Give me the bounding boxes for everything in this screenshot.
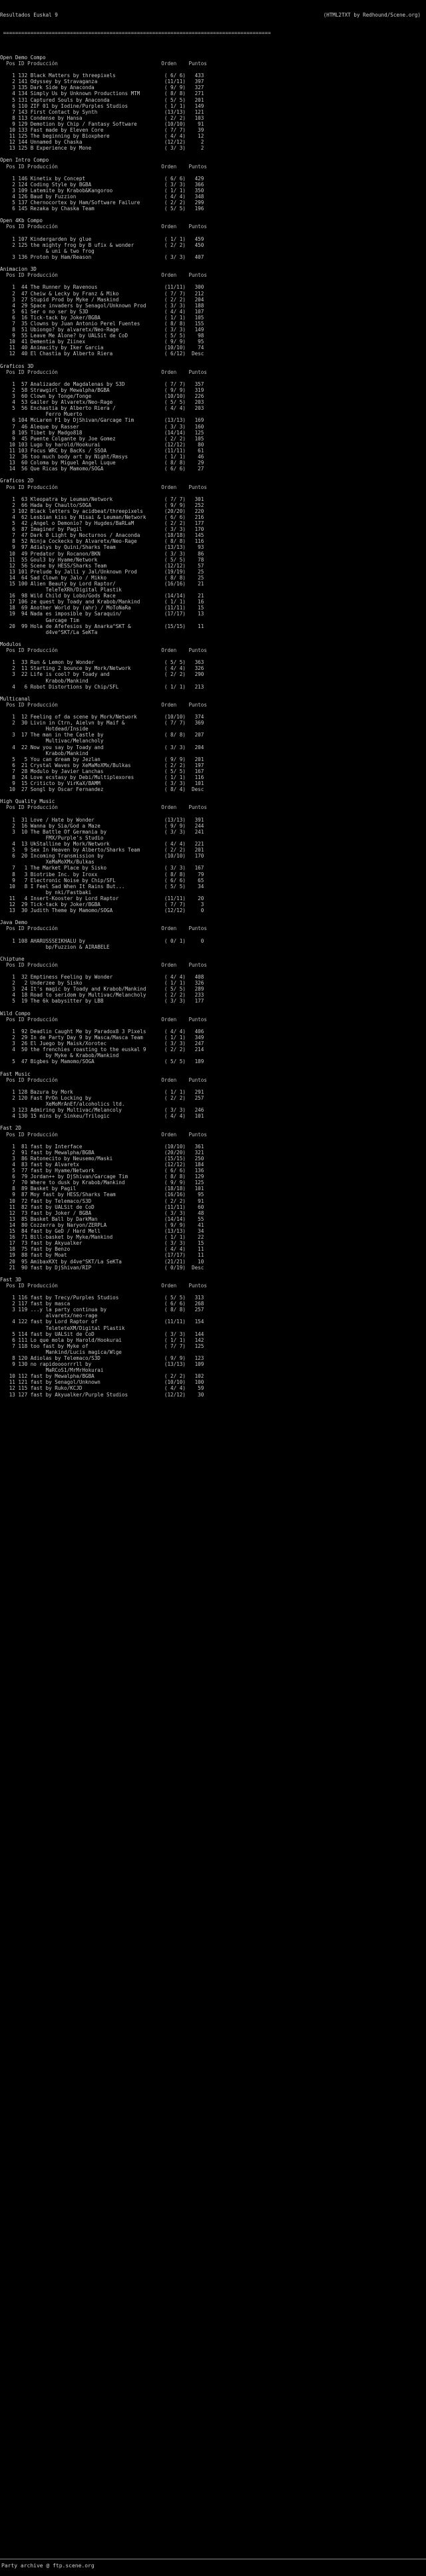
table-row: 4 126 Baud by Fuzzion ( 4/ 4) 348 [0, 194, 204, 200]
column-headers: Pos ID Producción Orden Puntos [0, 647, 207, 654]
table-row: 13 125 B Experience by Mone ( 3/ 3) 2 [0, 145, 204, 152]
spacer [0, 212, 426, 218]
entry-continuation: bp/Fuzzion & AIRABELE [0, 943, 110, 950]
table-row: 12 73 fast by Joker / BGBA ( 3/ 3) 48 [0, 1209, 204, 1216]
table-row: 6 145 Rezaka by Chaska Team ( 5/ 5) 196 [0, 206, 204, 212]
entry-continuation: & uni & two frog [0, 247, 95, 254]
table-row: 4 130 15 mins by Sinkeu/Trilogic ( 4/ 4) 101 [0, 1113, 204, 1120]
spacer [0, 708, 426, 714]
table-row: 11 4 Insert-Kooster by Lord Raptor (11/11) 20 [0, 895, 204, 901]
table-row: 5 61 Ser o no ser by S3D ( 4/ 4) 107 [0, 308, 204, 315]
table-row: 4 134 Simply Us by Unknown Productions MTM ( 8/ 8) 271 [0, 90, 204, 97]
table-row: 8 120 Adiolas by Telemaco/S3D ( 9/ 9) 123 [0, 1355, 204, 1361]
table-row: 12 40 El Chastia by Alberto Riera ( 6/12) Desc [0, 351, 204, 357]
spacer [0, 792, 426, 798]
column-headers: Pos ID Producción Orden Puntos [0, 961, 207, 968]
table-row: 10 27 Songl by Oscar Fernandez ( 8/ 4) Desc [0, 786, 204, 793]
spacer [0, 375, 426, 381]
table-row: 2 125 the mighty frog by B ufix & wonder ( 2/ 2) 450 [0, 242, 204, 248]
table-row: 1 92 Deadlin Caught Me by Paradox8 3 Pixels ( 4/ 4) 406 [0, 1028, 204, 1035]
section-title: Chiptune [0, 955, 25, 962]
table-row: 3 24 It's magic by Toady and Krabob/Mankind ( 5/ 5) 289 [0, 986, 204, 993]
spacer [0, 472, 426, 478]
section-title: Animacion 3D [0, 266, 37, 273]
entry-continuation: Krabob/Mankind [0, 677, 89, 684]
column-headers: Pos ID Producción Orden Puntos [0, 1016, 207, 1023]
spacer [0, 968, 426, 974]
table-row: 13 101 Prelude by Jalli y Jal/Unknown Prod (19/19) 25 [0, 568, 204, 575]
table-row: 1 44 The Runner by Ravenous (11/11) 300 [0, 284, 204, 291]
entry-continuation: TeleteteXM/Digital Plastik [0, 1325, 125, 1331]
spacer [0, 1083, 426, 1089]
table-row: 10 103 Lugo by harold/Hookurai (12/12) 80 [0, 441, 204, 448]
document-title: Resultados Euskal 9 [0, 12, 58, 19]
table-row: 1 128 Bazura by Mork ( 1/ 1) 291 [0, 1088, 204, 1095]
table-row: 5 137 Chernocortex by Ham/Software Failure ( 2/ 2) 299 [0, 200, 204, 206]
spacer [0, 1005, 426, 1011]
header-rule: ======================================================================================== [0, 30, 271, 37]
section-title: Multicanal [0, 695, 31, 702]
table-row: 5 131 Captured Souls by Anaconda ( 5/ 5) 201 [0, 96, 204, 103]
table-row: 5 5 You can dream by Jezlan ( 9/ 9) 201 [0, 756, 204, 762]
entry-continuation: Mankind/Lucis magica/Wlge [0, 1349, 122, 1355]
section-title: Wild Compo [0, 1010, 31, 1017]
table-row: 10 8 I Feel Sad When It Rains But... ( 5/ 5) 34 [0, 883, 204, 889]
table-row: 10 133 Fast made by Eleven Core ( 7/ 7) 39 [0, 126, 204, 133]
table-row: 4 122 fast by Lord Raptor of (11/11) 154 [0, 1319, 204, 1325]
spacer [0, 1119, 426, 1125]
table-row: 8 3 Biotribe Inc. by Iroxx ( 8/ 8) 79 [0, 871, 204, 878]
table-row: 9 97 Adialys by Quini/Sharks Team (13/13) 93 [0, 544, 204, 551]
table-row: 16 71 Bill-basket by Myke/Mankind ( 1/ 1) 22 [0, 1234, 204, 1241]
column-headers: Pos ID Producción Orden Puntos [0, 484, 207, 490]
table-row: 2 124 Coding Style by BGBA ( 3/ 3) 366 [0, 181, 204, 188]
column-headers: Pos ID Producción Orden Puntos [0, 804, 207, 811]
table-row: 6 16 Tick-tack by Joker/BGBA ( 1/ 1) 105 [0, 314, 204, 321]
table-row: 11 55 Goul3 by Hyame/Network ( 5/ 5) 78 [0, 556, 204, 563]
table-row: 6 20 Incoming Transmission by (10/10) 170 [0, 853, 204, 860]
table-row: 3 22 Life is cool? by Toady and ( 2/ 2) 290 [0, 671, 204, 678]
entry-continuation: alvaretx/neo-rage [0, 1313, 98, 1319]
table-row: 2 2 Underzee by Sisko ( 1/ 1) 326 [0, 980, 204, 987]
table-row: 1 31 Love / Hate by Wonder (13/13) 391 [0, 816, 204, 823]
table-row: 3 26 El Juego by Maisk/Xorotec ( 3/ 3) 247 [0, 1041, 204, 1047]
table-row: 15 100 Alien Beauty by Lord Raptor/ (16/16) 21 [0, 581, 204, 587]
table-row: 2 141 Odyssey by Stravaganza (11/11) 397 [0, 79, 204, 85]
section-title: Fast 3D [0, 1276, 22, 1283]
table-row: 2 120 Fast PrOn Locking by ( 2/ 2) 257 [0, 1094, 204, 1101]
table-row: 13 85 Basket Ball by DarkMan (14/14) 55 [0, 1215, 204, 1222]
section-title: Graficos 2D [0, 478, 34, 484]
table-row: 3 102 Black letters by acidbeat/threepixels (20/20) 220 [0, 508, 204, 514]
column-headers: Pos ID Producción Orden Puntos [0, 1131, 207, 1138]
table-row: 3 109 Latemite by Krabob&Kangoroo ( 1/ 1) 350 [0, 187, 204, 194]
entry-continuation: by nki/Fastbaki [0, 889, 92, 895]
table-row: 13 127 fast by Akyualker/Purple Studios (12/12) 30 [0, 1391, 204, 1398]
table-row: 14 80 Cozzerra by Naryon/ZERPLA ( 9/ 9) 41 [0, 1221, 204, 1228]
table-row: 3 123 Admiring by Multivac/Melancoly ( 3/ 3) 246 [0, 1107, 204, 1114]
section-title: Fast 2D [0, 1125, 22, 1132]
results-sections [0, 49, 426, 1398]
table-row: 7 1 The Market Place by Sisko ( 3/ 3) 167 [0, 865, 204, 872]
table-row: 1 132 Black Matters by threepixels ( 6/ 6) 433 [0, 73, 204, 79]
table-row: 1 146 Kinetix by Concept ( 6/ 6) 429 [0, 175, 204, 182]
spacer [0, 635, 426, 641]
table-row: 1 63 Kleopatra by Leuman/Network ( 7/ 7) 301 [0, 496, 204, 502]
entry-continuation: XeMaMoXMx/Bulkas [0, 859, 95, 866]
table-row: 12 29 Tick-tack by Joker/BGBA ( 7/ 7) 3 [0, 901, 204, 907]
entry-continuation: d4ve^SKT/La SeKTa [0, 629, 98, 635]
spacer [0, 170, 426, 176]
column-headers: Pos ID Producción Orden Puntos [0, 224, 207, 230]
table-row: 12 36 too much body art by Night/Rmsys ( 1/ 1) 46 [0, 454, 204, 460]
table-row: 13 60 Coloma by Miguel Angel Luque ( 8/ 8) 29 [0, 460, 204, 466]
table-row: 10 112 fast by Mewalpha/BGBA ( 2/ 2) 102 [0, 1373, 204, 1380]
table-row: 2 30 Livin in Ctrn, Aielvn by Maif & ( 7/ 7) 369 [0, 720, 204, 726]
table-row: 4 83 fast by Alvaretx (12/12) 184 [0, 1162, 204, 1168]
table-row: 11 82 fast by UALSit de CoD (11/11) 60 [0, 1204, 204, 1210]
table-row: 4 18 Road to seridom by Multivac/Melancholy ( 2/ 2) 233 [0, 992, 204, 999]
table-row: 2 47 Cheiw & Lecky by Franz & Miko ( 7/ 7) 212 [0, 290, 204, 297]
table-row: 18 75 fast by Benzo ( 4/ 4) 11 [0, 1246, 204, 1253]
table-row: 9 129 Demotion by Chip / Fantasy Software (10/10) 91 [0, 120, 204, 127]
table-row: 7 70 Where to dusk by Krabob/Mankind ( 9/ 9) 125 [0, 1180, 204, 1186]
spacer [0, 230, 426, 236]
table-row: 5 47 Bigbes by Mamomo/SOGA ( 5/ 5) 189 [0, 1058, 204, 1065]
table-row: 2 16 Wanna by Sia/God a Maze ( 9/ 9) 244 [0, 822, 204, 829]
table-row: 1 81 fast by Interface (10/10) 361 [0, 1143, 204, 1150]
table-row: 12 115 fast by Ruko/KCJD ( 4/ 4) 59 [0, 1385, 204, 1392]
table-row: 12 144 Unnamed by Chaska (12/12) 2 [0, 139, 204, 146]
column-headers: Pos ID Producción Orden Puntos [0, 369, 207, 375]
table-row: 10 49 Predator by Rocanon/BKN ( 3/ 3) 86 [0, 550, 204, 557]
table-row: 6 79 Jordan++ by DjShivan/Garcage Tim ( 8/ 8) 129 [0, 1174, 204, 1180]
table-row: 2 91 fast by Mewalpha/BGBA (20/20) 321 [0, 1149, 204, 1156]
section-title: High Quality Music [0, 798, 55, 805]
table-row: 4 50 the frenchies roasting to the euskal 9 ( 2/ 2) 214 [0, 1046, 204, 1053]
table-row: 2 29 In de Party Day 9 by Masca/Masca Team ( 1/ 1) 349 [0, 1035, 204, 1041]
header-line [0, 12, 426, 18]
table-row: 9 130 no rapidoooorrrll by (13/13) 109 [0, 1361, 204, 1368]
spacer [0, 49, 426, 55]
column-headers: Pos ID Producción Orden Puntos [0, 272, 207, 279]
entry-continuation: MaRCoS1/MrMrHokurai [0, 1367, 104, 1374]
table-row: 3 60 Clown by Tonge/Tonge (10/10) 226 [0, 393, 204, 400]
table-row: 11 40 Animacity by Iker Garcia (10/10) 74 [0, 345, 204, 351]
table-row: 6 21 Crystal Waves by XeMaMoXMx/Bulkas ( 2/ 2) 197 [0, 762, 204, 768]
table-row: 8 24 Love ecstasy by Debi/Multiplexores ( 1/ 1) 116 [0, 774, 204, 780]
section-title: Open Demo Compo [0, 54, 46, 61]
table-row: 9 87 Moy fast by HESS/Sharks Team (16/16) 95 [0, 1192, 204, 1198]
table-row: 7 143 First Contact by Synth (13/13) 121 [0, 108, 204, 115]
table-row: 11 121 fast by Senagol/Unknown (10/10) 100 [0, 1379, 204, 1386]
table-row: 5 77 fast by Hyame/Network ( 6/ 6) 136 [0, 1168, 204, 1174]
spacer [0, 913, 426, 919]
section-title: Open 4Kb Compo [0, 218, 43, 224]
footer-text: Party archive @ ftp.scene.org [1, 2563, 95, 2569]
table-row: 6 111 Lo que mola by Harold/Hookurai ( 1/ 1) 142 [0, 1337, 204, 1343]
table-row: 9 45 Puente Colgante by Joe Gomez ( 2/ 2) 105 [0, 435, 204, 442]
spacer [0, 151, 426, 157]
entry-continuation: Hotdead/Inside [0, 726, 89, 732]
table-row: 4 22 Now you say by Toady and ( 3/ 3) 204 [0, 744, 204, 750]
table-row: 3 119 ...y la party continua by ( 8/ 8) 257 [0, 1307, 204, 1313]
table-row: 1 32 Emptiness Feeling by Wonder ( 4/ 4) 408 [0, 974, 204, 981]
section-title: Modulos [0, 641, 22, 647]
table-row: 11 103 Focus WRC by BacKs / SSOA (11/11) 61 [0, 447, 204, 454]
column-headers: Pos ID Producción Orden Puntos [0, 925, 207, 932]
converter-credit: (HTML2TXT by Redhound/Scene.org) [323, 12, 421, 19]
table-row: 7 46 Aleque by Rasser ( 3/ 3) 160 [0, 423, 204, 430]
table-row: 6 104 McLaren F1 by DjShivan/Garcage Tim (13/13) 169 [0, 417, 204, 424]
table-row: 6 110 ZIF 01 by Iodine/Purples Studios ( 1/ 1) 149 [0, 102, 204, 109]
table-row: 9 55 Leave Me Alone? by UALSit de CoD ( 5/ 5) 98 [0, 333, 204, 339]
table-row: 1 108 AHARUSSSEIKHALU by ( 0/ 1) 0 [0, 937, 204, 944]
table-row: 17 73 fast by Akyualker ( 3/ 3) 15 [0, 1240, 204, 1247]
table-row: 3 135 Dark Side by Anaconda ( 9/ 9) 327 [0, 84, 204, 91]
table-row: 1 12 Feeling of da scene by Mork/Network (10/10) 374 [0, 714, 204, 721]
spacer [0, 690, 426, 696]
entry-continuation: Ferro Muerto [0, 411, 83, 418]
table-row: 7 35 Clowns by Juan Antonio Perel Fuentes ( 8/ 8) 155 [0, 320, 204, 327]
section-title: Java Demo [0, 919, 28, 926]
table-row: 8 52 Ninja Cockecks by Alvaretx/Neo-Rage ( 8/ 8) 116 [0, 538, 204, 545]
table-row: 4 29 Space invaders by Senagol/Unknown Prod ( 3/ 3) 188 [0, 302, 204, 309]
column-headers: Pos ID Producción Orden Puntos [0, 163, 207, 170]
table-row: 8 113 Condense by Hansa ( 2/ 2) 103 [0, 114, 204, 121]
table-row: 21 90 fast by DjShivan/RIP ( 0/19) Desc [0, 1264, 204, 1271]
entry-continuation: Krabob/Mankind [0, 750, 89, 756]
column-headers: Pos ID Producción Orden Puntos [0, 701, 207, 708]
table-row: 10 72 fast by Telemaco/S3D ( 2/ 2) 91 [0, 1198, 204, 1204]
table-row: 8 105 Tibet by Madgo818 (14/14) 125 [0, 429, 204, 436]
table-row: 3 86 Ratonecito by Neusemo/Maski (15/15) 250 [0, 1155, 204, 1162]
column-headers: Pos ID Producción Orden Puntos [0, 1282, 207, 1289]
spacer [0, 1065, 426, 1071]
table-row: 7 118 too fast by Myke of ( 7/ 7) 125 [0, 1343, 204, 1349]
table-row: 17 106 ze quest by Toady and Krabob/Mankind ( 1/ 1) 16 [0, 599, 204, 605]
table-row: 3 10 The Battle Of Germania by ( 3/ 3) 241 [0, 828, 204, 835]
spacer [0, 950, 426, 956]
spacer [0, 490, 426, 496]
table-row: 8 51 Ubiongo? by alvaretx/Neo-Rage ( 3/ 3) 149 [0, 327, 204, 333]
table-row: 18 69 Another World by (ahr) / MoToNaRa (11/11) 15 [0, 605, 204, 611]
table-row: 2 117 fast by masca ( 6/ 6) 268 [0, 1301, 204, 1307]
table-row: 3 136 Proton by Ham/Reason ( 3/ 3) 407 [0, 253, 204, 260]
table-row: 14 56 Que Ricas by Mamomo/SOGA ( 6/ 6) 27 [0, 466, 204, 472]
spacer [0, 811, 426, 817]
spacer [0, 278, 426, 284]
table-row: 16 98 Wild Child by Lobo/Gods Race (14/14) 21 [0, 593, 204, 599]
table-row: 2 58 Strawgirl by Mewalpha/BGBA ( 9/ 9) 319 [0, 387, 204, 393]
column-headers: Pos ID Producción Orden Puntos [0, 1076, 207, 1083]
table-row: 9 15 Criticto by VirKaX/BAMM ( 3/ 3) 101 [0, 780, 204, 787]
table-row: 9 7 Electronic Noise by Chip/SFL ( 6/ 6) 65 [0, 877, 204, 884]
table-row: 2 66 Hada by Chaulto/SOGA ( 9/ 9) 252 [0, 502, 204, 508]
table-row: 3 17 The man in the Castle by ( 8/ 8) 207 [0, 732, 204, 738]
entry-continuation: Multivac/Melancholy [0, 738, 104, 744]
table-row: 10 41 Dementia by Ziinex ( 9/ 9) 95 [0, 339, 204, 345]
table-row: 7 47 Dark 8 Light by Nocturnos / Anaconda (18/18) 145 [0, 532, 204, 539]
spacer [0, 1138, 426, 1144]
spacer [0, 653, 426, 659]
table-row: 19 94 Nada es imposible by Saraquin/ (17/17) 13 [0, 611, 204, 617]
table-row: 5 114 fast by UALSit de CoD ( 3/ 3) 144 [0, 1331, 204, 1337]
table-row: 2 11 Starting 2 bounce by Mork/Network ( 4/ 4) 326 [0, 665, 204, 672]
table-row: 11 125 The beginning by Bioxphere ( 4/ 4) 12 [0, 133, 204, 140]
table-row: 1 57 Analizador de Magdalenas by S3D ( 7/ 7) 357 [0, 381, 204, 387]
table-row: 3 27 Stupid Prod by Myke / Maskind ( 2/ 2) 204 [0, 296, 204, 303]
entry-continuation: by Myke & Krabob/Mankind [0, 1052, 119, 1059]
spacer [0, 357, 426, 363]
table-row: 4 13 UkStalline by Mork/Network ( 4/ 4) 221 [0, 841, 204, 848]
table-row: 7 28 Modulo by Javier Lanchas ( 5/ 5) 167 [0, 768, 204, 774]
table-row: 15 84 fast by GeD / Hard Mell (13/13) 34 [0, 1228, 204, 1235]
section-title: Fast Music [0, 1070, 31, 1077]
table-row: 4 62 Lesbian kiss by Nisai & Leuman/Network ( 6/ 6) 216 [0, 514, 204, 520]
spacer [0, 931, 426, 937]
table-row: 1 107 Kindergarden by glue ( 1/ 1) 459 [0, 236, 204, 242]
table-row: 8 89 Basket by Pagil (18/18) 101 [0, 1186, 204, 1192]
section-title: Graficos 3D [0, 363, 34, 369]
spacer [0, 67, 426, 73]
spacer [0, 260, 426, 266]
table-row: 20 95 AmibaxKXt by d4ve^SKT/La SeKTa (21/21) 10 [0, 1258, 204, 1265]
entry-continuation: Garcage Tim [0, 617, 79, 623]
table-row: 4 53 Gailer by Alvaretx/Neo-Rage ( 5/ 5) 203 [0, 399, 204, 406]
column-headers: Pos ID Producción Orden Puntos [0, 60, 207, 67]
table-row: 19 88 fast by Moat (17/17) 11 [0, 1252, 204, 1259]
table-row: 5 19 The 6k babysitter by LBB ( 3/ 3) 177 [0, 998, 204, 1005]
table-row: 14 64 Sad Clown by Jalo / Mikko ( 8/ 8) 25 [0, 574, 204, 581]
table-row: 1 116 fast by Trecy/Purples Studios ( 5/ 5) 313 [0, 1295, 204, 1301]
spacer [0, 1289, 426, 1295]
table-row: 6 87 Imaginer by Pagil ( 3/ 3) 170 [0, 526, 204, 533]
spacer [0, 1023, 426, 1029]
spacer [0, 1271, 426, 1277]
table-row: 5 9 Sex In Heaven by Alberto/Sharks Team ( 2/ 2) 201 [0, 847, 204, 854]
table-row: 20 99 Hola de Afefesios by Anarka^SKT & (15/15) 11 [0, 623, 204, 629]
table-row: 5 56 Enchastia by Alberto Riera / ( 4/ 4) 203 [0, 405, 204, 412]
entry-continuation: XeMoMrAnEf/alcoholics ltd. [0, 1101, 125, 1108]
table-row: 5 42 ¿Angel o Demonio? by Hugdes/BaRLaM ( 2/ 2) 177 [0, 520, 204, 527]
entry-continuation: FMX/Purple's Studio [0, 834, 104, 841]
table-row: 12 56 Scene by HESS/Sharks Team (12/12) 57 [0, 562, 204, 569]
section-title: Open Intro Compo [0, 157, 49, 164]
entry-continuation: TeleTeXRh/Digital Plastik [0, 587, 122, 593]
table-row: 1 33 Run & Lemon by Wonder ( 5/ 5) 363 [0, 659, 204, 666]
table-row: 4 6 Robot Distortions by Chip/SFL ( 1/ 1) 213 [0, 683, 204, 690]
table-row: 13 30 Judith Theme by Mamomo/SOGA (12/12) 0 [0, 907, 204, 914]
